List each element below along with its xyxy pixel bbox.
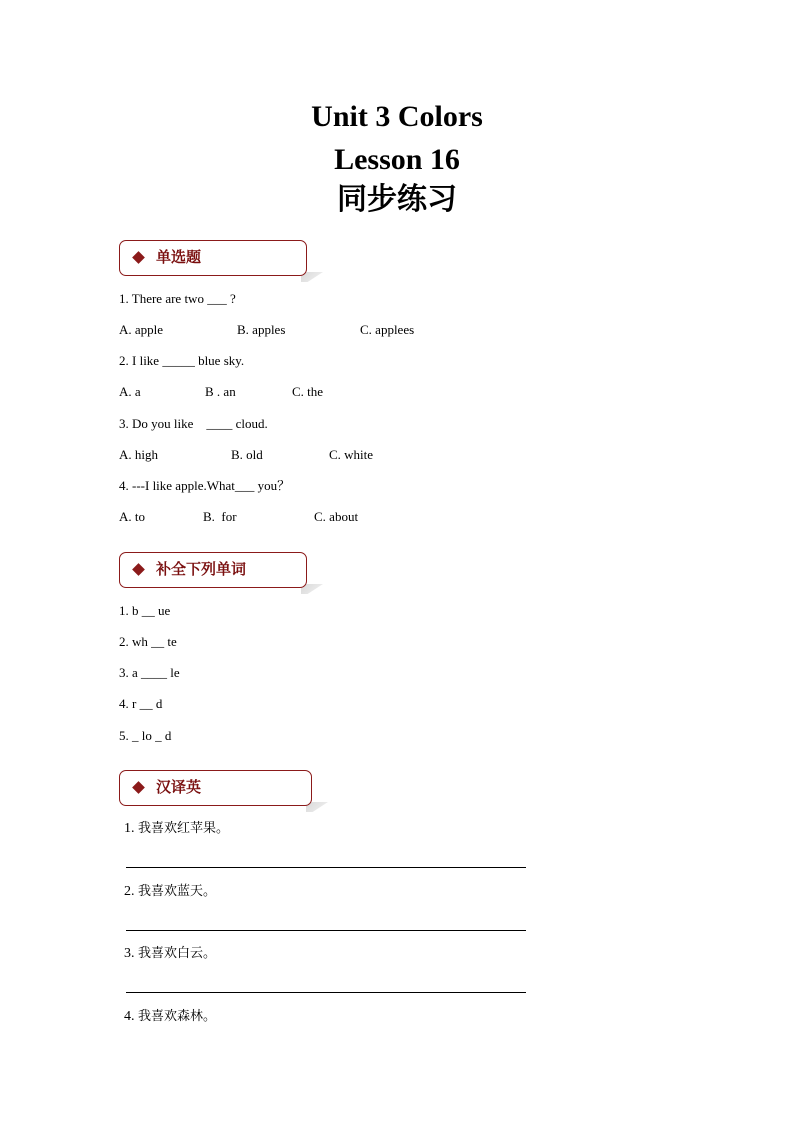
section-label: 补全下列单词 — [156, 560, 247, 578]
word-item: 5. _ lo _ d — [119, 728, 172, 743]
translate-number: 2. — [124, 884, 135, 899]
question-option: B. for — [203, 509, 237, 524]
translate-item — [124, 883, 216, 901]
question-option: A. to — [119, 509, 145, 524]
translate-number: 4. — [124, 1009, 135, 1024]
section-header-single-choice — [119, 240, 307, 276]
question-option: C. applees — [360, 322, 415, 337]
word-item: 2. wh __ te — [119, 634, 177, 649]
title-lesson: Lesson 16 — [334, 143, 460, 176]
answer-line[interactable] — [126, 992, 526, 993]
translate-text: 我喜欢森林。 — [138, 1009, 217, 1024]
question-option: B. old — [231, 447, 263, 462]
question-option: C. about — [314, 509, 359, 524]
title-unit: Unit 3 Colors — [311, 100, 483, 133]
question-option: A. apple — [119, 322, 164, 337]
word-item: 4. r __ d — [119, 696, 163, 711]
question-stem: 1. There are two ___ ? — [119, 291, 236, 306]
section-header-box — [119, 240, 307, 276]
section-label: 汉译英 — [156, 778, 202, 796]
title-exercise: 同步练习 — [337, 182, 457, 217]
question-option: A. a — [119, 384, 141, 399]
translate-text: 我喜欢蓝天。 — [138, 884, 217, 899]
word-item: 3. a ____ le — [119, 665, 180, 680]
translate-item — [124, 945, 216, 963]
section-header-box — [119, 770, 312, 806]
translate-text: 我喜欢红苹果。 — [138, 821, 230, 836]
question-option: C. the — [292, 384, 324, 399]
answer-line[interactable] — [126, 930, 526, 931]
question-option: A. high — [119, 447, 158, 462]
translate-number: 3. — [124, 946, 135, 961]
question-stem: 2. I like _____ blue sky. — [119, 353, 245, 368]
answer-line[interactable] — [126, 867, 526, 868]
translate-item — [124, 1008, 216, 1026]
question-option: B . an — [205, 384, 236, 399]
section-header-translate — [119, 770, 312, 806]
section-header-complete-words — [119, 552, 307, 588]
translate-text: 我喜欢白云。 — [138, 946, 217, 961]
word-item: 1. b __ ue — [119, 603, 171, 618]
section-label: 单选题 — [156, 248, 202, 266]
question-stem: 4. ---I like apple.What___ you？ — [119, 478, 291, 493]
translate-number: 1. — [124, 821, 135, 836]
question-option: B. apples — [237, 322, 286, 337]
question-option: C. white — [329, 447, 374, 462]
question-stem: 3. Do you like ____ cloud. — [119, 416, 268, 431]
translate-item — [124, 820, 229, 838]
